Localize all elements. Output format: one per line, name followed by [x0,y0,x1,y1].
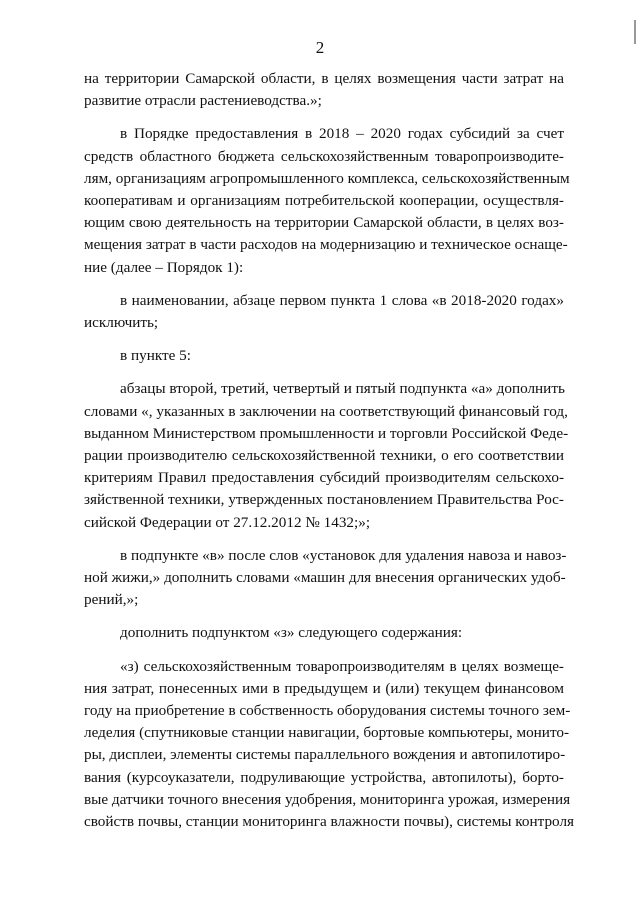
text-line: сийской Федерации от 27.12.2012 № 1432;»; [84,513,371,531]
text-line: ющим свою деятельность на территории Самарской области, в целях воз- [84,214,564,232]
paragraph [84,656,575,834]
paragraph [84,123,570,278]
text-line: в пункте 5: [120,347,191,365]
text-line: ры, дисплеи, элементы системы параллельного вождения и автопилотиро- [84,746,566,764]
paragraph [84,622,564,644]
text-line: свойств почвы, станции мониторинга влажности почвы), системы контроля [84,813,575,831]
text-line: «з) сельскохозяйственным товаропроизводителям в целях возмеще- [120,657,564,675]
text-line: абзацы второй, третий, четвертый и пятый подпункта «а» дополнить [120,380,565,398]
text-line: в наименовании, абзаце первом пункта 1 слова «в 2018-2020 годах» [120,291,564,309]
paragraph [84,345,564,367]
page-number: 2 [315,38,325,57]
text-line: дополнить подпунктом «з» следующего содержания: [120,624,463,642]
text-line: критериям Правил предоставления субсидий производителям сельскохо- [84,469,564,487]
text-line: в подпункте «в» после слов «установок для удаления навоза и навоз- [120,546,567,564]
text-line: на территории Самарской области, в целях возмещения части затрат на [84,70,564,87]
text-line: ной жижи,» дополнить словами «машин для внесения органических удоб- [84,569,566,587]
text-line: леделия (спутниковые станции навигации, бортовые компьютеры, монито- [84,724,570,742]
text-line: ния затрат, понесенных ими в предыдущем и (или) текущем финансовом [84,679,564,697]
text-line: рений,»; [84,591,139,609]
paragraph [84,68,564,112]
text-line: средств областного бюджета сельскохозяйственным товаропроизводите- [84,147,564,165]
paragraph [84,290,564,334]
text-line: словами «, указанных в заключении на соответствующий финансовый год, [84,402,568,420]
text-line: ние (далее – Порядок 1): [84,258,244,276]
paragraph [84,378,569,533]
document-body [84,68,575,844]
text-line: выданном Министерством промышленности и торговли Российской Феде- [84,424,569,442]
paragraph [84,545,567,612]
text-line: году на приобретение в собственность оборудования системы точного зем- [84,702,571,720]
text-line: лям, организациям агропромышленного комплекса, сельскохозяйственным [84,169,570,187]
text-line: рации производителю сельскохозяйственной техники, о его соответствии [84,447,564,465]
text-line: развитие отрасли растениеводства.»; [84,92,322,110]
text-line: вания (курсоуказатели, подруливающие устройства, автопилоты), борто- [84,768,564,786]
text-line: исключить; [84,314,159,332]
text-line: зяйственной техники, утвержденных постановлением Правительства Рос- [84,491,564,509]
text-line: кооперативам и организациям потребительской кооперации, осуществля- [84,192,564,210]
text-line: мещения затрат в части расходов на модернизацию и техническое оснаще- [84,236,568,254]
text-line: в Порядке предоставления в 2018 – 2020 годах субсидий за счет [120,125,564,143]
text-line: вые датчики точного внесения удобрения, мониторинга урожая, измерения [84,790,571,808]
